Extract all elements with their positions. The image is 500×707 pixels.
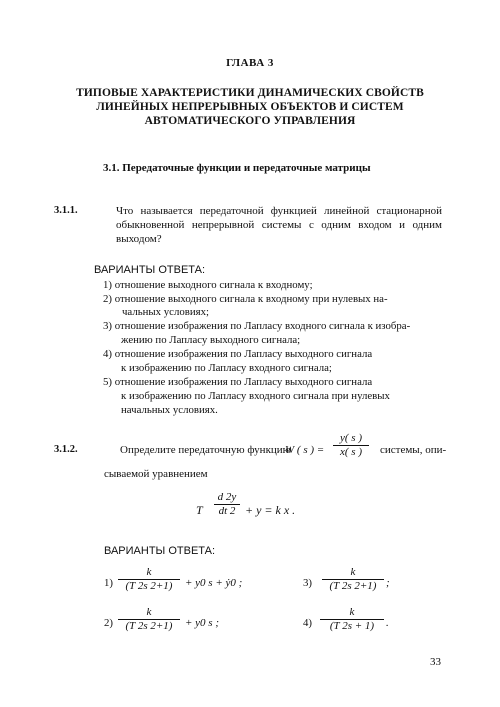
- answer-2-3-fraction: k (T 2s 2+1): [322, 566, 384, 593]
- answer-2-1-label: 1): [104, 577, 113, 589]
- chapter-title-line-1: ТИПОВЫЕ ХАРАКТЕРИСТИКИ ДИНАМИЧЕСКИХ СВОЙСТВ: [76, 87, 424, 99]
- option-1-2: 2) отношение выходного сигнала к входному при нулевых на-: [103, 293, 388, 305]
- option-1-5: 5) отношение изображения по Лапласу выходного сигнала: [103, 376, 373, 388]
- question-1-line-2: обыкновенной непрерывной системы с одним входом и одним: [116, 219, 442, 231]
- question-2-text-c: сываемой уравнением: [104, 468, 208, 480]
- option-1-3-cont: жению по Лапласу выходного сигнала;: [121, 334, 301, 346]
- option-1-1: 1) отношение выходного сигнала к входному;: [103, 279, 313, 291]
- section-heading: 3.1. Передаточные функции и передаточные матрицы: [103, 162, 371, 174]
- fraction-denominator: x( s ): [340, 446, 362, 458]
- question-1-line-3: выходом?: [116, 233, 162, 245]
- question-number-2: 3.1.2.: [54, 444, 78, 455]
- question-1-line-1: Что называется передаточной функцией линейной стационарной: [116, 205, 442, 217]
- answer-2-3-label: 3): [303, 577, 312, 589]
- fraction-numerator: y( s ): [340, 432, 362, 444]
- equation-T: T: [196, 503, 203, 517]
- option-1-5-cont: к изображению по Лапласу входного сигнала при нулевых: [121, 390, 390, 402]
- equation-derivative: [214, 491, 240, 518]
- transfer-function-lhs: W ( s ) =: [285, 444, 325, 456]
- option-1-2-cont: чальных условиях;: [122, 306, 209, 318]
- answer-2-2-label: 2): [104, 617, 113, 629]
- answers-header-1: ВАРИАНТЫ ОТВЕТА:: [94, 264, 206, 276]
- answer-2-4-tail: .: [386, 617, 389, 629]
- answer-2-1-fraction: k (T 2s 2+1): [118, 566, 180, 593]
- transfer-function-fraction: [333, 432, 369, 459]
- option-1-5-cont2: начальных условиях.: [121, 404, 218, 416]
- answer-2-2-fraction: k (T 2s 2+1): [118, 606, 180, 633]
- answer-2-1-tail: + y0 s + ẏ0 ;: [185, 577, 243, 589]
- option-1-4-cont: к изображению по Лапласу входного сигнала;: [121, 362, 332, 374]
- answer-2-4-label: 4): [303, 617, 312, 629]
- chapter-heading: ГЛАВА 3: [226, 57, 274, 69]
- page-number: 33: [430, 656, 441, 668]
- option-1-4: 4) отношение изображения по Лапласу выходного сигнала: [103, 348, 373, 360]
- question-number-1: 3.1.1.: [54, 205, 78, 216]
- derivative-denominator: dt 2: [218, 505, 236, 517]
- answer-2-4-fraction: k (T 2s + 1): [320, 606, 384, 633]
- answer-2-3-tail: ;: [386, 577, 390, 589]
- answer-2-2-tail: + y0 s ;: [185, 617, 219, 629]
- chapter-title-line-3: АВТОМАТИЧЕСКОГО УПРАВЛЕНИЯ: [144, 115, 356, 127]
- derivative-numerator: d 2y: [217, 491, 237, 503]
- option-1-3: 3) отношение изображения по Лапласу входного сигнала к изобра-: [103, 320, 411, 332]
- question-2-text-a: Определите передаточную функцию: [120, 444, 291, 456]
- question-2-text-b: системы, опи-: [380, 444, 447, 456]
- answers-header-2: ВАРИАНТЫ ОТВЕТА:: [104, 545, 216, 557]
- chapter-title-line-2: ЛИНЕЙНЫХ НЕПРЕРЫВНЫХ ОБЪЕКТОВ И СИСТЕМ: [96, 101, 404, 113]
- equation-rest: + y = k x .: [245, 503, 296, 517]
